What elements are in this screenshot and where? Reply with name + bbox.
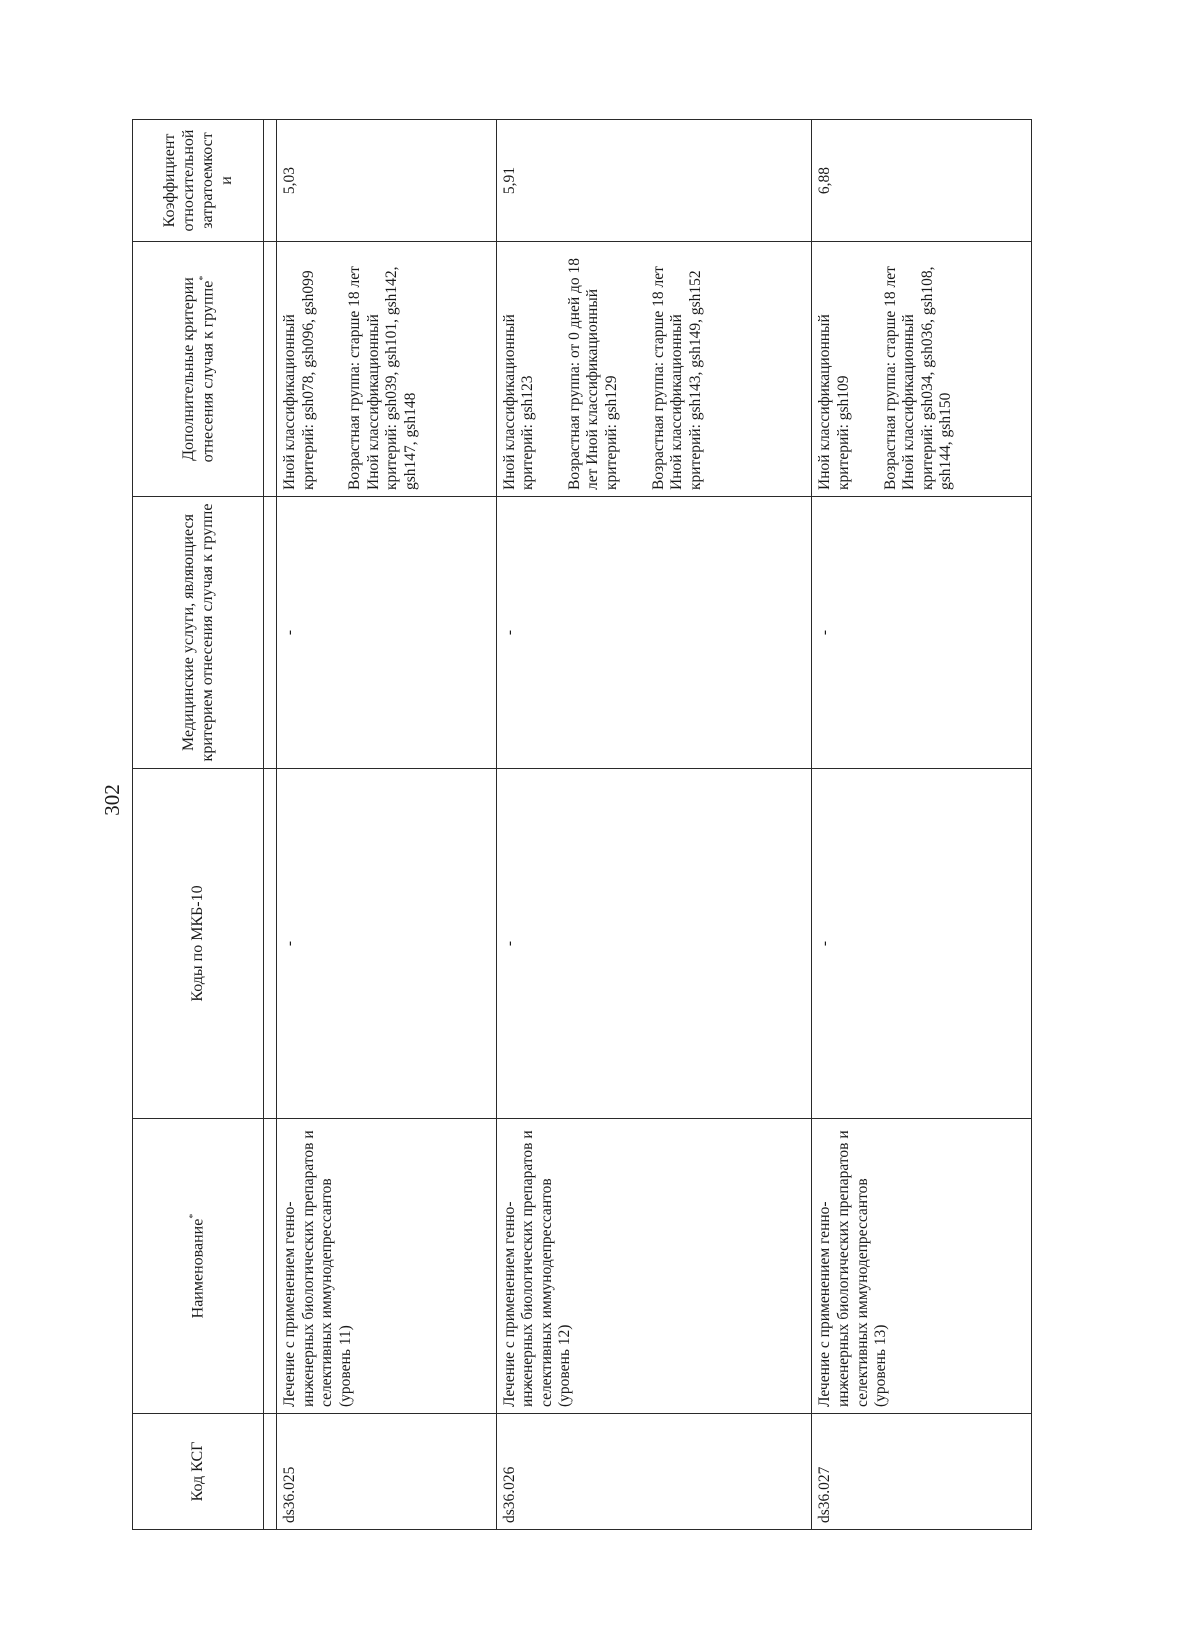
- row-code: ds36.025: [277, 1414, 497, 1530]
- row-services: -: [496, 497, 812, 769]
- row-criteria: [277, 242, 497, 497]
- criteria-item: Возрастная группа: старше 18 лет Иной классификационный критерий: gsh034, gsh036, gsh108, gsh144, gsh150: [881, 266, 955, 490]
- header-coef: Коэффициент относительной затратоемкост и: [133, 120, 264, 242]
- row-services: -: [277, 497, 497, 769]
- header-criteria-text: Дополнительные критерии отнесения случая к группе: [179, 277, 217, 463]
- row-code: ds36.026: [496, 1414, 812, 1530]
- criteria-item: Иной классификационный критерий: gsh109: [816, 314, 853, 490]
- table-row: [812, 120, 1032, 1530]
- row-criteria: [812, 242, 1032, 497]
- row-coef: 5,91: [496, 120, 812, 242]
- row-mkb: -: [496, 769, 812, 1119]
- table-header-row: [133, 120, 264, 1530]
- row-coef: 6,88: [812, 120, 1032, 242]
- header-name: [133, 1119, 264, 1414]
- header-name-text: Наименование: [189, 1218, 207, 1319]
- header-criteria-mark: *: [197, 275, 209, 281]
- criteria-item: Возрастная группа: старше 18 лет Иной классификационный критерий: gsh143, gsh149, gsh152: [649, 266, 704, 490]
- row-criteria: [496, 242, 812, 497]
- header-criteria: [133, 242, 264, 497]
- rotated-page-content: [132, 120, 1032, 1530]
- criteria-item: Иной классификационный критерий: gsh123: [500, 314, 537, 490]
- row-mkb: -: [277, 769, 497, 1119]
- header-name-mark: *: [188, 1213, 200, 1219]
- header-code: Код КСГ: [133, 1414, 264, 1530]
- row-name: Лечение с применением генно-инженерных биологических препаратов и селективных иммунодепрессантов (уровень 11): [277, 1119, 497, 1414]
- row-mkb: -: [812, 769, 1032, 1119]
- ksg-table: [132, 119, 1032, 1530]
- page-number: 302: [100, 784, 124, 816]
- criteria-item: Иной классификационный критерий: gsh078, gsh096, gsh099: [281, 270, 317, 490]
- criteria-item: Возрастная группа: от 0 дней до 18 лет Иной классификационный критерий: gsh129: [565, 257, 620, 490]
- row-services: -: [812, 497, 1032, 769]
- table-row: [277, 120, 497, 1530]
- criteria-item: Возрастная группа: старше 18 лет Иной классификационный критерий: gsh039, gsh101, gsh142, gsh147, gsh148: [346, 266, 419, 490]
- header-spacer-row: [264, 120, 277, 1530]
- header-mkb: Коды по МКБ-10: [133, 769, 264, 1119]
- row-name: Лечение с применением генно-инженерных биологических препаратов и селективных иммунодепрессантов (уровень 13): [812, 1119, 1032, 1414]
- row-name: Лечение с применением генно-инженерных биологических препаратов и селективных иммунодепрессантов (уровень 12): [496, 1119, 812, 1414]
- row-code: ds36.027: [812, 1414, 1032, 1530]
- table-row: [496, 120, 812, 1530]
- header-services: Медицинские услуги, являющиеся критерием отнесения случая к группе: [133, 497, 264, 769]
- row-coef: 5,03: [277, 120, 497, 242]
